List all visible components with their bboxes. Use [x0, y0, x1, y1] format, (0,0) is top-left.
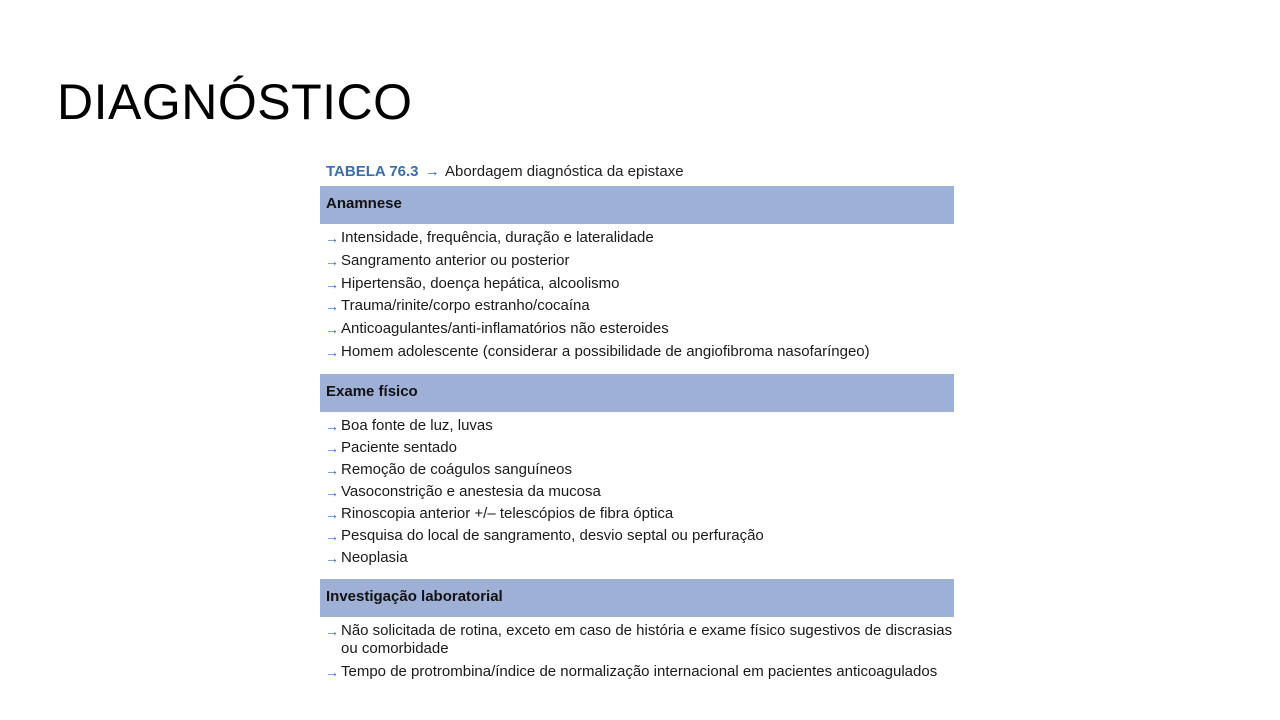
list-item: [320, 252, 954, 270]
list-item: [320, 439, 954, 457]
list-item-text: Hipertensão, doença hepática, alcoolismo: [341, 274, 620, 292]
section-list-investigacao-laboratorial: [320, 617, 954, 694]
list-item: [320, 505, 954, 523]
arrow-right-icon: →: [325, 505, 339, 522]
diagnosis-table: [320, 158, 954, 693]
arrow-right-icon: →: [325, 417, 339, 434]
arrow-right-icon: →: [424, 163, 440, 180]
section-header-exame-fisico: Exame físico: [320, 374, 954, 412]
section-header-investigacao-laboratorial: Investigação laboratorial: [320, 579, 954, 617]
list-item-text: Homem adolescente (considerar a possibilidade de angiofibroma nasofaríngeo): [341, 342, 870, 360]
slide-title: DIAGNÓSTICO: [57, 74, 413, 130]
section-list-anamnese: [320, 224, 954, 374]
list-item: [320, 549, 954, 567]
list-item: [320, 297, 954, 315]
table-caption-text: Abordagem diagnóstica da epistaxe: [445, 163, 684, 180]
arrow-right-icon: →: [325, 343, 339, 360]
list-item: [320, 527, 954, 545]
table-caption: [320, 158, 954, 186]
list-item-text: Não solicitada de rotina, exceto em caso de história e exame físico sugestivos de discrasias ou comorbidade: [341, 621, 953, 657]
list-item-text: Boa fonte de luz, luvas: [341, 416, 493, 434]
arrow-right-icon: →: [325, 275, 339, 292]
list-item-text: Rinoscopia anterior +/– telescópios de fibra óptica: [341, 504, 674, 522]
table-label: TABELA 76.3: [326, 163, 419, 180]
list-item-text: Paciente sentado: [341, 438, 457, 456]
list-item-text: Vasoconstrição e anestesia da mucosa: [341, 482, 601, 500]
arrow-right-icon: →: [325, 622, 339, 639]
arrow-right-icon: →: [325, 252, 339, 269]
list-item: [320, 417, 954, 435]
arrow-right-icon: →: [325, 439, 339, 456]
list-item: [320, 461, 954, 479]
list-item: [320, 663, 954, 681]
list-item-text: Anticoagulantes/anti-inflamatórios não esteroides: [341, 320, 669, 338]
section-list-exame-fisico: [320, 412, 954, 579]
list-item-text: Tempo de protrombina/índice de normalização internacional em pacientes anticoagulados: [341, 662, 938, 680]
arrow-right-icon: →: [325, 663, 339, 680]
list-item: [320, 275, 954, 293]
list-item-text: Neoplasia: [341, 548, 408, 566]
arrow-right-icon: →: [325, 298, 339, 315]
list-item: [320, 483, 954, 501]
list-item: [320, 343, 954, 361]
list-item-text: Trauma/rinite/corpo estranho/cocaína: [341, 297, 590, 315]
list-item-text: Intensidade, frequência, duração e lateralidade: [341, 229, 654, 246]
section-header-anamnese: Anamnese: [320, 186, 954, 224]
list-item-text: Sangramento anterior ou posterior: [341, 251, 570, 269]
arrow-right-icon: →: [325, 461, 339, 478]
list-item: [320, 229, 954, 247]
arrow-right-icon: →: [325, 483, 339, 500]
arrow-right-icon: →: [325, 527, 339, 544]
list-item: [320, 622, 954, 658]
arrow-right-icon: →: [325, 230, 339, 246]
arrow-right-icon: →: [325, 549, 339, 566]
arrow-right-icon: →: [325, 321, 339, 338]
list-item: [320, 320, 954, 338]
list-item-text: Pesquisa do local de sangramento, desvio septal ou perfuração: [341, 526, 764, 544]
list-item-text: Remoção de coágulos sanguíneos: [341, 460, 572, 478]
